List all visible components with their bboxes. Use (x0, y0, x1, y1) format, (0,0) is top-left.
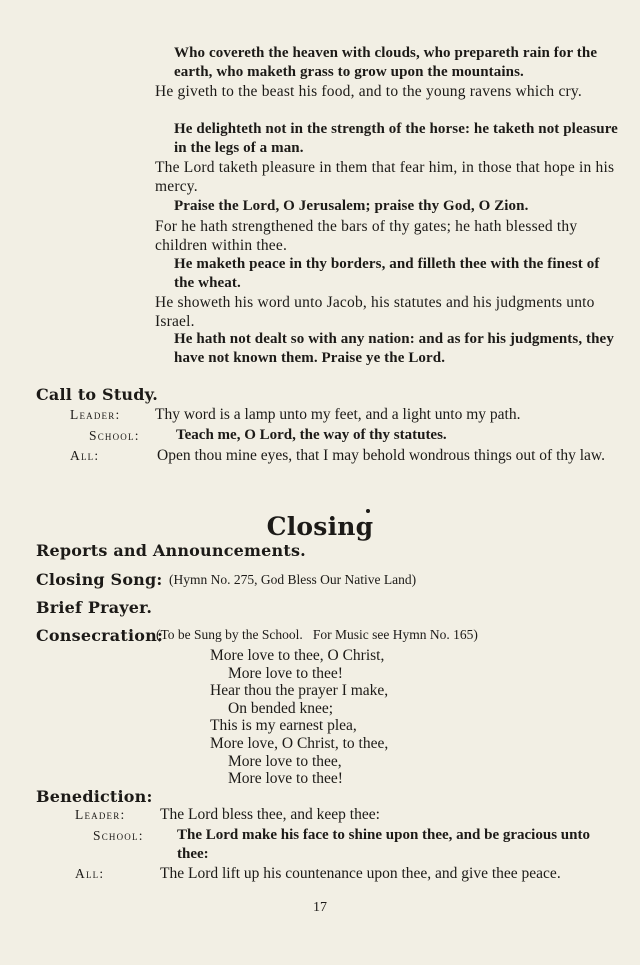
verse-line: More love to thee, (228, 752, 342, 770)
verse-line: This is my earnest plea, (210, 717, 357, 735)
benediction-all-response: The Lord lift up his countenance upon thee, and give thee peace. (160, 865, 561, 882)
reading-verse-9: He hath not dealt so with any nation: and as for his judgments, they have not known them. Praise ye the Lord. (174, 331, 614, 366)
reading-verse-8: He showeth his word unto Jacob, his statutes and his judgments unto Israel. (155, 294, 595, 330)
verse-line: More love to thee, O Christ, (210, 647, 385, 664)
closing-song-note: (Hymn No. 275, God Bless Our Native Land) (169, 572, 417, 587)
page-number: 17 (313, 900, 327, 915)
reading-verse-5: Praise the Lord, O Jerusalem; praise thy God, O Zion. (174, 198, 529, 214)
all-response: Open thou mine eyes, that I may behold wondrous things out of thy law. (157, 447, 605, 464)
school-label: School: (89, 428, 140, 443)
reading-verse-1: Who covereth the heaven with clouds, who prepareth rain for the earth, who maketh grass to grow upon the mountains. (174, 45, 598, 80)
reading-verse-7: He maketh peace in thy borders, and filleth thee with the finest of the wheat. (174, 256, 600, 291)
verse-line: On bended knee; (228, 699, 334, 717)
benediction-heading: Benediction: (36, 787, 153, 806)
verse-line: More love to thee! (228, 770, 343, 788)
reading-verse-4: The Lord taketh pleasure in them that fear him, in those that hope in his mercy. (155, 159, 615, 195)
benediction-leader-label: Leader: (75, 807, 126, 822)
benediction-leader-response: The Lord bless thee, and keep thee: (160, 806, 380, 823)
reading-verse-2: He giveth to the beast his food, and to the young ravens which cry. (155, 83, 582, 100)
brief-prayer-heading: Brief Prayer. (36, 598, 153, 617)
call-to-study-heading: Call to Study. (36, 385, 159, 404)
reading-verse-6: For he hath strengthened the bars of thy gates; he hath blessed thy children within thee. (155, 218, 578, 254)
reading-verse-3: He delighteth not in the strength of the horse: he taketh not pleasure in the legs of a man. (174, 121, 618, 156)
consecration-label: Consecration: (36, 626, 164, 645)
consecration-note: (To be Sung by the School. For Music see Hymn No. 165) (156, 627, 478, 642)
benediction-school-response: The Lord make his face to shine upon thee, and be gracious unto thee: (177, 827, 590, 862)
school-response: Teach me, O Lord, the way of thy statutes. (176, 427, 447, 443)
leader-response: Thy word is a lamp unto my feet, and a light unto my path. (155, 406, 521, 423)
consecration-verse (210, 647, 388, 788)
reports-heading: Reports and Announcements. (36, 541, 306, 560)
benediction-all-label: All: (75, 866, 105, 881)
closing-title: Closing (266, 512, 374, 541)
closing-song-label: Closing Song: (36, 570, 163, 589)
verse-line: Hear thou the prayer I make, (210, 682, 389, 700)
all-label: All: (70, 448, 100, 463)
verse-line: More love, O Christ, to thee, (210, 734, 389, 752)
leader-label: Leader: (70, 407, 121, 422)
benediction-school-label: School: (93, 828, 144, 843)
verse-line: More love to thee! (228, 664, 343, 682)
